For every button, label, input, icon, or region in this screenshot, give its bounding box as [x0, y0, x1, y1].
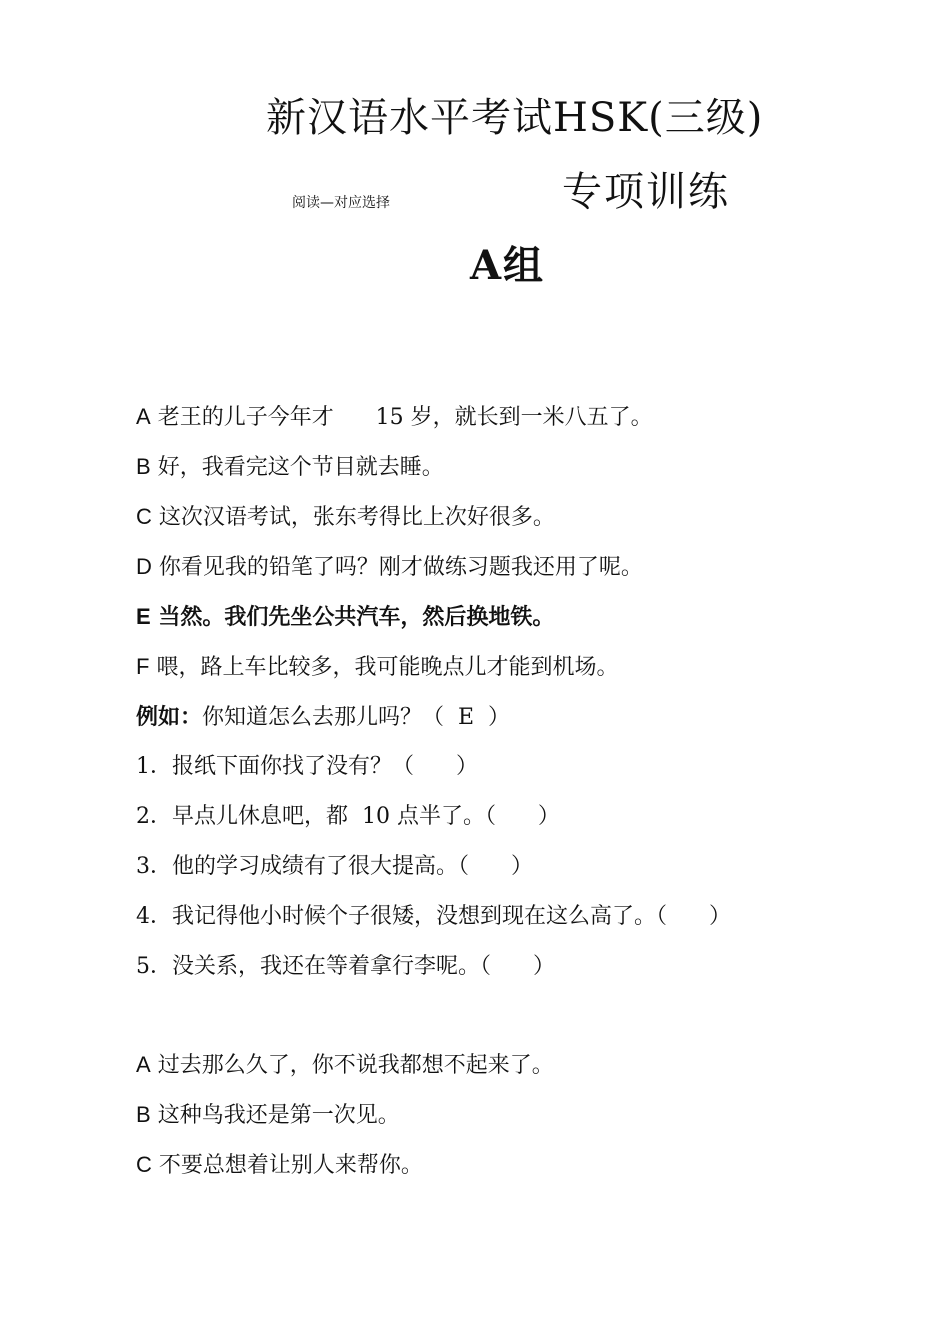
option-d [136, 552, 643, 583]
question-text: 他的学习成绩有了很大提高。（ ） [172, 854, 533, 879]
question-text: 报纸下面你找了没有？（ ） [172, 754, 478, 779]
question-text: 没关系，我还在等着拿行李呢。（ ） [172, 954, 555, 979]
document-subtitle: 专项训练 [562, 169, 730, 215]
option-letter: A [136, 1052, 151, 1077]
option-text: 这次汉语考试，张东考得比上次好很多。 [158, 505, 555, 530]
option-a [136, 402, 653, 433]
option-letter: B [136, 454, 151, 479]
option-letter: F [136, 654, 150, 679]
question-5 [136, 952, 555, 982]
option-e [136, 602, 554, 632]
example-label: 例如： [136, 704, 203, 730]
example-line [136, 702, 510, 733]
question-number: 3． [136, 854, 172, 879]
question-number: 2． [136, 804, 172, 829]
option-text: 喂，路上车比较多，我可能晚点儿才能到机场。 [156, 655, 619, 680]
question-1 [136, 752, 478, 782]
question-2 [136, 802, 560, 832]
option-letter: A [136, 404, 151, 429]
option-text: 不要总想着让别人来帮你。 [158, 1153, 423, 1178]
question-4 [136, 902, 731, 932]
option-f [136, 652, 618, 683]
option-text: 好，我看完这个节目就去睡。 [157, 455, 444, 480]
option-c [136, 1150, 423, 1181]
option-letter: E [136, 604, 151, 629]
group-title: A组 [470, 242, 546, 289]
option-text: 老王的儿子今年才 15 岁，就长到一米八五了。 [157, 405, 653, 430]
example-text: 你知道怎么去那儿吗？（ E ） [202, 705, 511, 730]
option-a [136, 1050, 554, 1081]
option-c [136, 502, 555, 533]
section-label: 阅读—对应选择 [292, 195, 390, 211]
question-3 [136, 852, 533, 882]
option-b [136, 1100, 400, 1131]
question-text: 早点儿休息吧，都 10 点半了。（ ） [172, 804, 560, 829]
option-b [136, 452, 444, 483]
document-title: 新汉语水平考试HSK(三级) [266, 95, 764, 141]
option-letter: B [136, 1102, 151, 1127]
question-text: 我记得他小时候个子很矮，没想到现在这么高了。（ ） [172, 904, 731, 929]
option-text: 过去那么久了，你不说我都想不起来了。 [157, 1053, 554, 1078]
option-letter: D [136, 554, 152, 579]
option-letter: C [136, 504, 152, 529]
option-letter: C [136, 1152, 152, 1177]
question-number: 1． [136, 754, 172, 779]
option-text: 你看见我的铅笔了吗？刚才做练习题我还用了呢。 [158, 555, 643, 580]
option-text: 当然。我们先坐公共汽车，然后换地铁。 [158, 604, 555, 630]
option-text: 这种鸟我还是第一次见。 [157, 1103, 400, 1128]
question-number: 4． [136, 904, 172, 929]
question-number: 5． [136, 954, 172, 979]
